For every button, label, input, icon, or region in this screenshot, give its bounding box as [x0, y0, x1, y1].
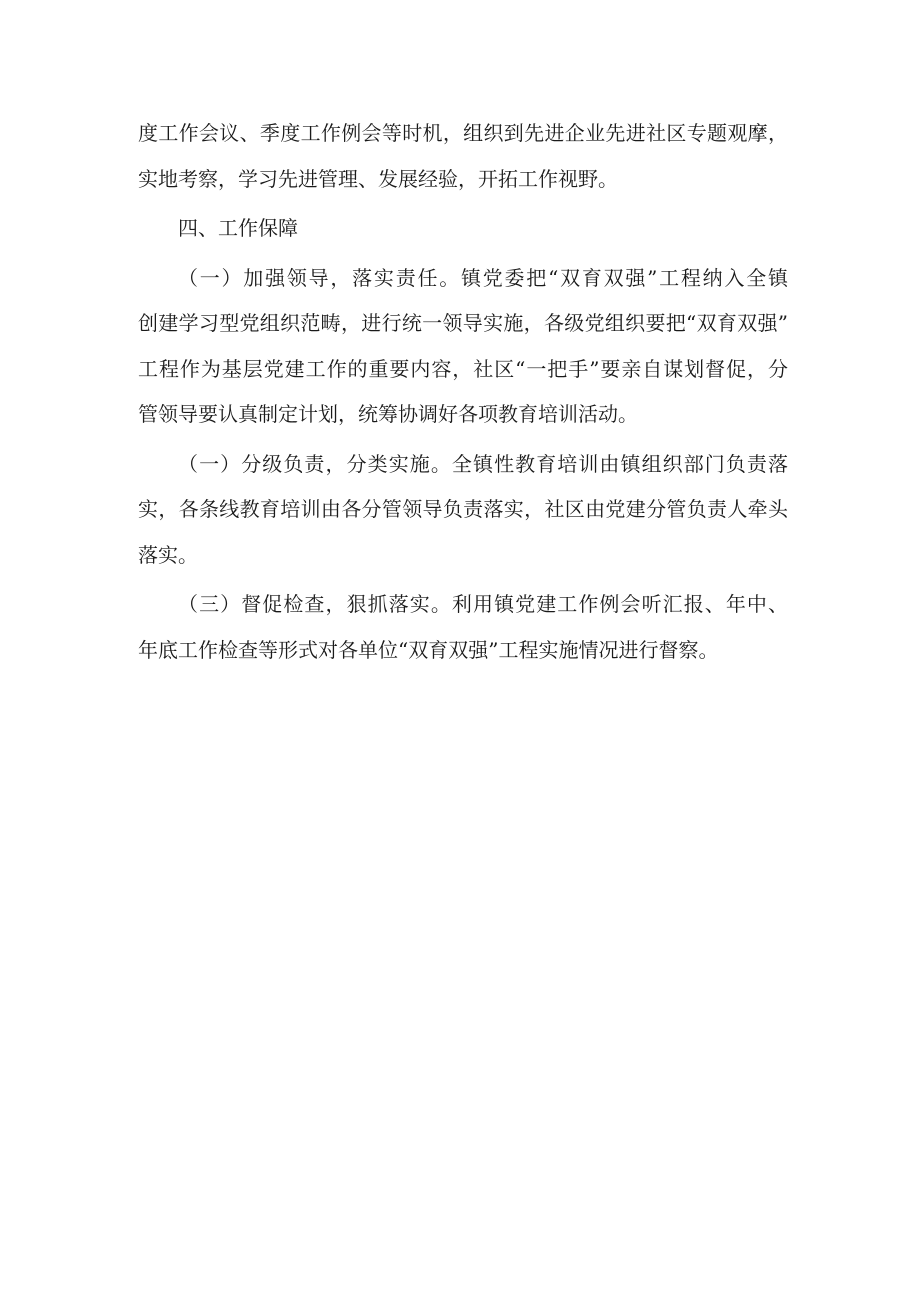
paragraph-item-2	[138, 442, 788, 579]
text-line: 度工作会议、季度工作例会等时机，组织到先进企业先进社区专题观摩，	[138, 121, 788, 145]
text-line: （三）督促检查，狠抓落实。利用镇党建工作例会听汇报、年中、	[178, 592, 788, 616]
text-line: 年底工作检查等形式对各单位“双育双强”工程实施情况进行督察。	[138, 637, 719, 662]
text-line: 管领导要认真制定计划，统筹协调好各项教育培训活动。	[138, 402, 638, 426]
text-line: 工程作为基层党建工作的重要内容，社区“一把手”要亲自谋划督促，分	[138, 356, 788, 381]
text-line: 创建学习型党组织范畴，进行统一领导实施，各级党组织要把“双育双强”	[138, 311, 788, 335]
text-line: （一）加强领导，落实责任。镇党委把“双育双强”工程纳入全镇	[178, 265, 788, 290]
document-body	[138, 111, 788, 673]
paragraph-item-1	[138, 256, 788, 438]
text-line: 实地考察，学习先进管理、发展经验，开拓工作视野。	[138, 166, 618, 191]
text-line: 落实。	[138, 542, 198, 567]
paragraph-item-3	[138, 582, 788, 673]
section-heading	[138, 206, 788, 252]
section-heading-text: 四、工作保障	[178, 216, 298, 240]
text-line: （一）分级负责，分类实施。全镇性教育培训由镇组织部门负责落	[178, 451, 788, 476]
text-line: 实，各条线教育培训由各分管领导负责落实，社区由党建分管负责人牵头	[138, 497, 788, 521]
paragraph-continuation	[138, 111, 788, 202]
